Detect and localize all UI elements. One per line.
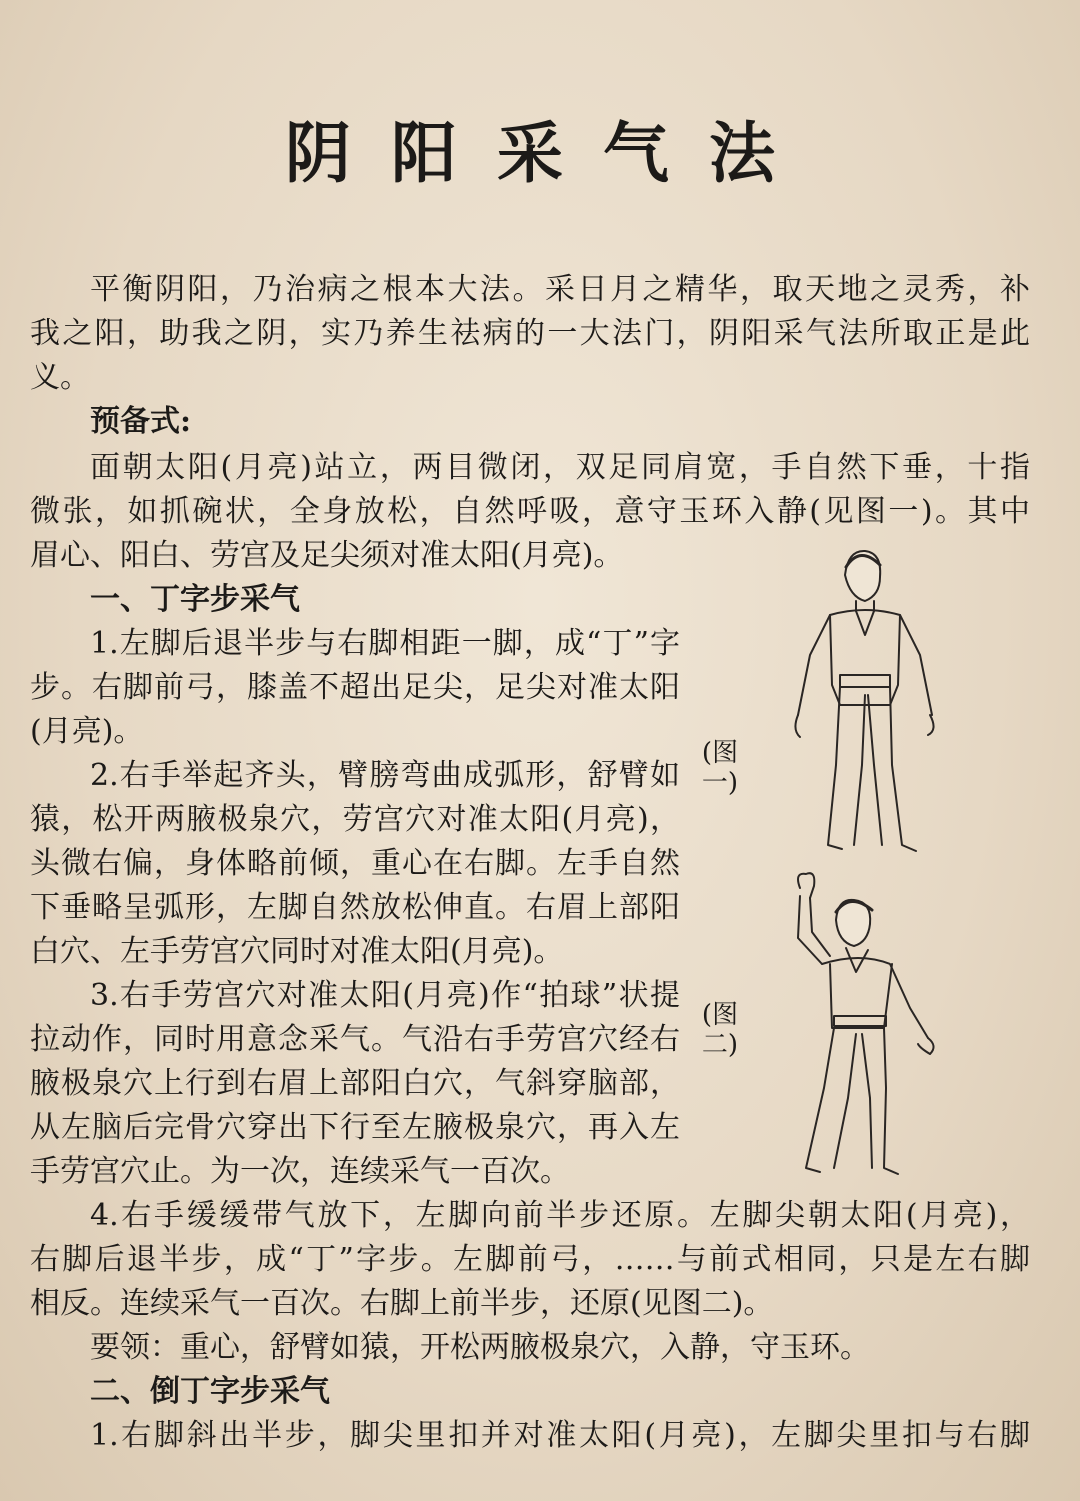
section-line: 拉动作，同时用意念采气。气沿右手劳宫穴经右: [30, 1022, 680, 1057]
section-line: 从左脑后完骨穴穿出下行至左腋极泉穴，再入左: [30, 1110, 680, 1145]
section-line: 3.右手劳宫穴对准太阳(月亮)作“拍球”状提: [90, 978, 680, 1013]
section-line: (月亮)。: [30, 714, 144, 749]
section-line: 1.左脚后退半步与右脚相距一脚，成“丁”字: [90, 626, 680, 661]
prep-line: 微张，如抓碗状，全身放松，自然呼吸，意守玉环入静(见图一)。其中: [30, 494, 1030, 529]
prep-line: 面朝太阳(月亮)站立，两目微闭，双足同肩宽，手自然下垂，十指: [90, 450, 1030, 485]
section-line: 右脚后退半步，成“丁”字步。左脚前弓，……与前式相同，只是左右脚: [30, 1242, 1030, 1277]
section-line: 猿，松开两腋极泉穴，劳宫穴对准太阳(月亮)，: [30, 802, 680, 837]
section-line: 步。右脚前弓，膝盖不超出足尖，足尖对准太阳: [30, 670, 680, 705]
section-line: 手劳宫穴止。为一次，连续采气一百次。: [30, 1154, 570, 1189]
prep-heading: 预备式:: [90, 404, 192, 439]
key-points: 要领：重心，舒臂如猿，开松两腋极泉穴，入静，守玉环。: [90, 1330, 870, 1365]
figure-2-illustration: [780, 868, 950, 1188]
figure-1-illustration: [770, 545, 950, 865]
page-title: 阴阳采气法: [285, 114, 815, 192]
section-line: 白穴、左手劳宫穴同时对准太阳(月亮)。: [30, 934, 564, 969]
figure-caption: (图二): [701, 1000, 739, 1060]
section-line: 1.右脚斜出半步，脚尖里扣并对准太阳(月亮)，左脚尖里扣与右脚: [90, 1418, 1030, 1453]
section-line: 2.右手举起齐头，臂膀弯曲成弧形，舒臂如: [90, 758, 680, 793]
section-line: 4.右手缓缓带气放下，左脚向前半步还原。左脚尖朝太阳(月亮)，: [90, 1198, 1030, 1233]
prep-line: 眉心、阳白、劳宫及足尖须对准太阳(月亮)。: [30, 538, 624, 573]
section-line: 下垂略呈弧形，左脚自然放松伸直。右眉上部阳: [30, 890, 680, 925]
section-heading: 二、倒丁字步采气: [90, 1374, 330, 1409]
figure-caption: (图一): [701, 738, 739, 798]
section-line: 头微右偏，身体略前倾，重心在右脚。左手自然: [30, 846, 680, 881]
section-heading: 一、丁字步采气: [90, 582, 300, 617]
section-line: 腋极泉穴上行到右眉上部阳白穴，气斜穿脑部，: [30, 1066, 680, 1101]
intro-line: 义。: [30, 360, 90, 395]
section-line: 相反。连续采气一百次。右脚上前半步，还原(见图二)。: [30, 1286, 774, 1321]
intro-line: 平衡阴阳，乃治病之根本大法。采日月之精华，取天地之灵秀，补: [90, 272, 1030, 307]
intro-line: 我之阳，助我之阴，实乃养生祛病的一大法门，阴阳采气法所取正是此: [30, 316, 1030, 351]
